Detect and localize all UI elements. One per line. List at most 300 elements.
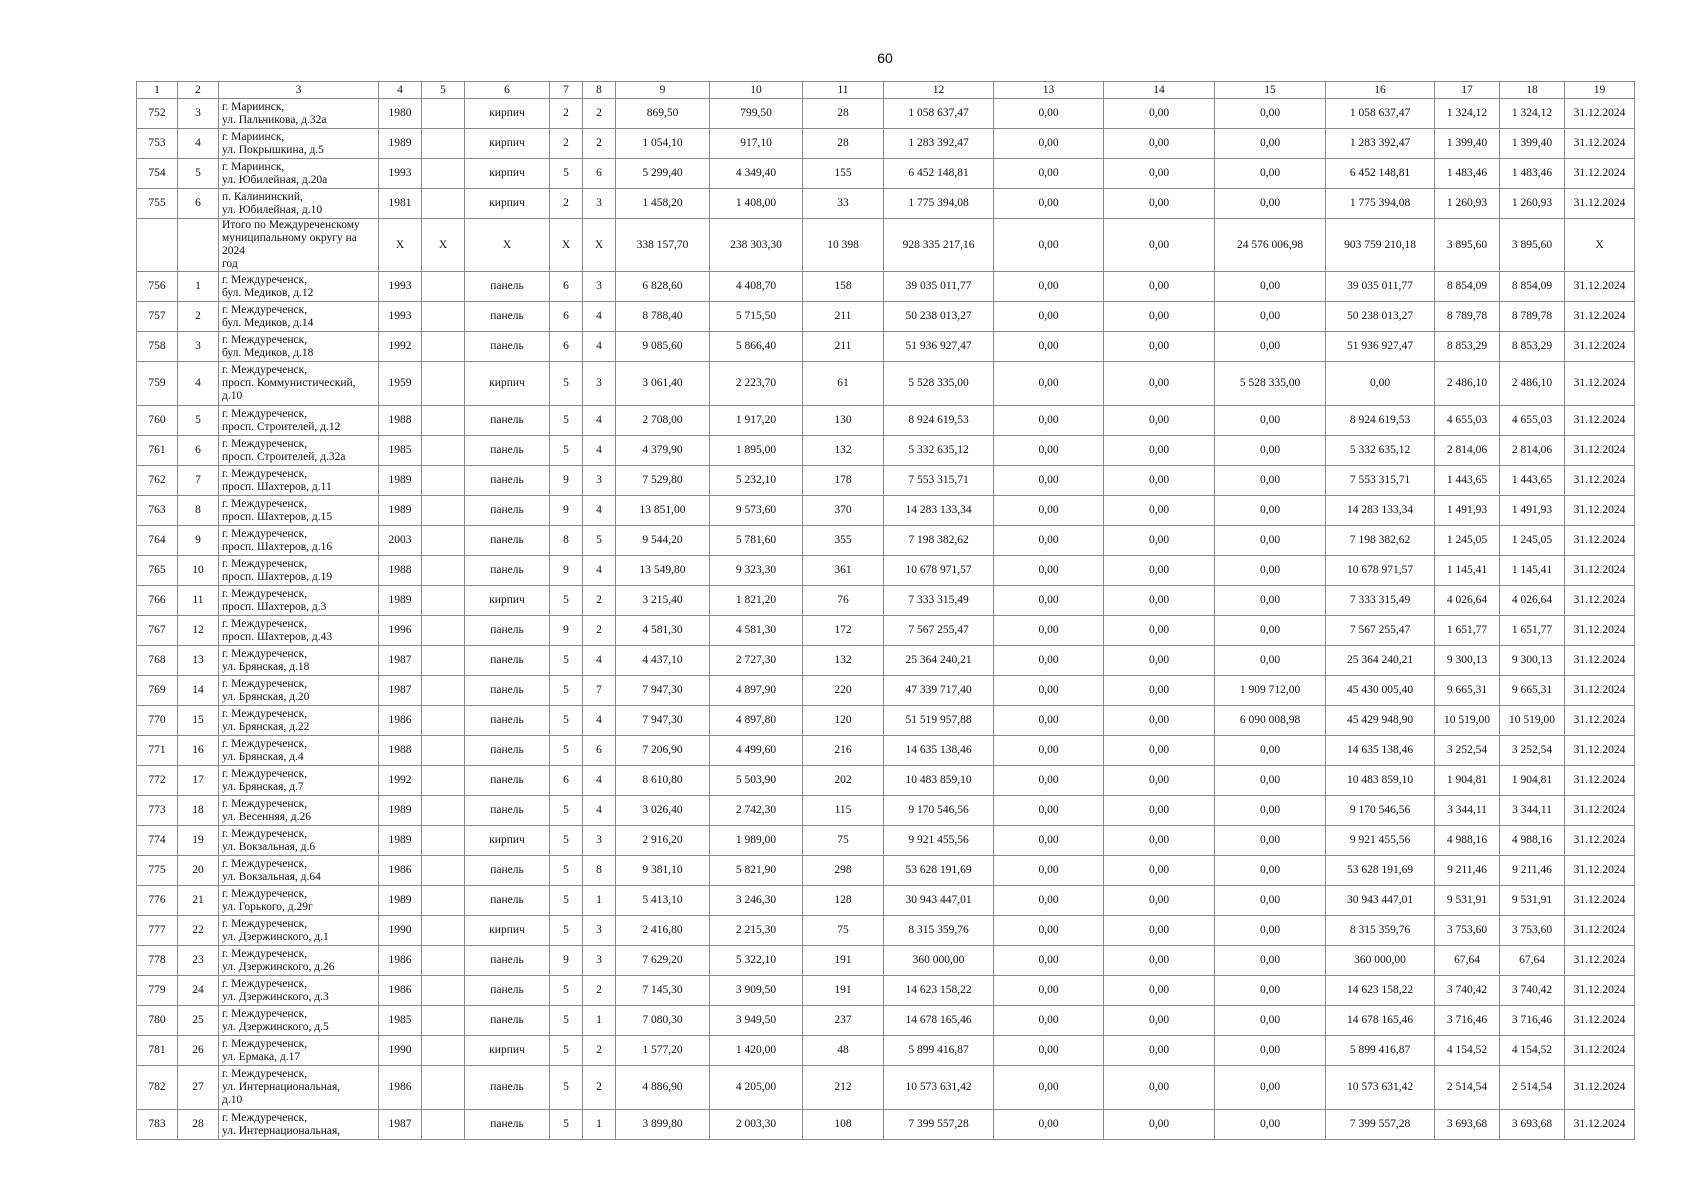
wall-material-cell: панель bbox=[465, 526, 550, 556]
total-cost-cell: 7 553 315,71 bbox=[884, 466, 994, 496]
year-renovated-cell bbox=[422, 1036, 465, 1066]
cost-per-sqm-cell: 1 483,46 bbox=[1435, 159, 1500, 189]
wall-material-cell: панель bbox=[465, 332, 550, 362]
fund-support-cell: 0,00 bbox=[994, 1110, 1104, 1140]
year-built-cell: 1989 bbox=[379, 496, 422, 526]
address-cell: г. Междуреченск, ул. Интернациональная, д.10 bbox=[219, 1066, 379, 1110]
address-cell: г. Междуреченск, ул. Вокзальная, д.64 bbox=[219, 856, 379, 886]
cost-per-sqm-cell: 4 655,03 bbox=[1435, 406, 1500, 436]
entrances-cell: 4 bbox=[583, 332, 616, 362]
floors-cell: 2 bbox=[550, 99, 583, 129]
total-cost-cell: 1 058 637,47 bbox=[884, 99, 994, 129]
year-renovated-cell bbox=[422, 526, 465, 556]
floors-cell: 6 bbox=[550, 766, 583, 796]
owners-funds-cell: 7 333 315,49 bbox=[1326, 586, 1435, 616]
year-built-cell: 1993 bbox=[379, 159, 422, 189]
year-renovated-cell bbox=[422, 466, 465, 496]
row-number-cell: 768 bbox=[137, 646, 178, 676]
budget-subject-cell: 0,00 bbox=[1104, 616, 1215, 646]
column-number-6: 6 bbox=[465, 82, 550, 99]
residents-cell: 28 bbox=[803, 129, 884, 159]
row-number-cell: 757 bbox=[137, 302, 178, 332]
total-cost-cell: 7 198 382,62 bbox=[884, 526, 994, 556]
living-area-cell: 917,10 bbox=[710, 129, 803, 159]
total-cost-cell: 25 364 240,21 bbox=[884, 646, 994, 676]
owners-funds-cell: 25 364 240,21 bbox=[1326, 646, 1435, 676]
year-renovated-cell bbox=[422, 886, 465, 916]
budget-subject-cell: 0,00 bbox=[1104, 886, 1215, 916]
residents-cell: 61 bbox=[803, 362, 884, 406]
residents-cell: 33 bbox=[803, 189, 884, 219]
address-cell: Итого по Междуреченскому муниципальному округу на 2024 год bbox=[219, 219, 379, 272]
row-number-cell: 777 bbox=[137, 916, 178, 946]
year-renovated-cell bbox=[422, 826, 465, 856]
living-area-cell: 1 917,20 bbox=[710, 406, 803, 436]
column-number-12: 12 bbox=[884, 82, 994, 99]
total-area-cell: 4 886,90 bbox=[616, 1066, 710, 1110]
entrances-cell: 4 bbox=[583, 646, 616, 676]
year-renovated-cell bbox=[422, 302, 465, 332]
residents-cell: 211 bbox=[803, 332, 884, 362]
deadline-cell: 31.12.2024 bbox=[1565, 856, 1635, 886]
fund-support-cell: 0,00 bbox=[994, 856, 1104, 886]
deadline-cell: 31.12.2024 bbox=[1565, 99, 1635, 129]
column-number-11: 11 bbox=[803, 82, 884, 99]
max-cost-per-sqm-cell: 8 853,29 bbox=[1500, 332, 1565, 362]
address-cell: г. Междуреченск, ул. Горького, д.29г bbox=[219, 886, 379, 916]
floors-cell: 5 bbox=[550, 1036, 583, 1066]
max-cost-per-sqm-cell: 3 344,11 bbox=[1500, 796, 1565, 826]
fund-support-cell: 0,00 bbox=[994, 946, 1104, 976]
fund-support-cell: 0,00 bbox=[994, 1066, 1104, 1110]
year-built-cell: 1980 bbox=[379, 99, 422, 129]
address-cell: г. Междуреченск, просп. Шахтеров, д.15 bbox=[219, 496, 379, 526]
sub-number-cell: 14 bbox=[178, 676, 219, 706]
residents-cell: 76 bbox=[803, 586, 884, 616]
column-number-17: 17 bbox=[1435, 82, 1500, 99]
floors-cell: 2 bbox=[550, 129, 583, 159]
total-area-cell: 9 381,10 bbox=[616, 856, 710, 886]
total-cost-cell: 1 775 394,08 bbox=[884, 189, 994, 219]
owners-funds-cell: 14 283 133,34 bbox=[1326, 496, 1435, 526]
deadline-cell: 31.12.2024 bbox=[1565, 406, 1635, 436]
fund-support-cell: 0,00 bbox=[994, 676, 1104, 706]
table-row bbox=[137, 766, 1635, 796]
address-cell: г. Междуреченск, ул. Весенняя, д.26 bbox=[219, 796, 379, 826]
total-area-cell: 8 610,80 bbox=[616, 766, 710, 796]
owners-funds-cell: 8 924 619,53 bbox=[1326, 406, 1435, 436]
deadline-cell: 31.12.2024 bbox=[1565, 362, 1635, 406]
deadline-cell: 31.12.2024 bbox=[1565, 826, 1635, 856]
row-number-cell: 771 bbox=[137, 736, 178, 766]
cost-per-sqm-cell: 1 491,93 bbox=[1435, 496, 1500, 526]
entrances-cell: 3 bbox=[583, 946, 616, 976]
address-cell: г. Междуреченск, просп. Шахтеров, д.43 bbox=[219, 616, 379, 646]
cost-per-sqm-cell: 9 300,13 bbox=[1435, 646, 1500, 676]
year-renovated-cell bbox=[422, 189, 465, 219]
fund-support-cell: 0,00 bbox=[994, 302, 1104, 332]
residents-cell: 75 bbox=[803, 916, 884, 946]
address-cell: г. Междуреченск, ул. Вокзальная, д.6 bbox=[219, 826, 379, 856]
cost-per-sqm-cell: 4 026,64 bbox=[1435, 586, 1500, 616]
residents-cell: 355 bbox=[803, 526, 884, 556]
row-number-cell: 775 bbox=[137, 856, 178, 886]
floors-cell: 5 bbox=[550, 676, 583, 706]
wall-material-cell: панель bbox=[465, 1006, 550, 1036]
row-number-cell: 762 bbox=[137, 466, 178, 496]
fund-support-cell: 0,00 bbox=[994, 332, 1104, 362]
wall-material-cell: панель bbox=[465, 272, 550, 302]
budget-subject-cell: 0,00 bbox=[1104, 302, 1215, 332]
wall-material-cell: панель bbox=[465, 302, 550, 332]
table-row bbox=[137, 436, 1635, 466]
total-cost-cell: 5 899 416,87 bbox=[884, 1036, 994, 1066]
cost-per-sqm-cell: 1 260,93 bbox=[1435, 189, 1500, 219]
local-budget-cell: 0,00 bbox=[1215, 1066, 1326, 1110]
local-budget-cell: 24 576 006,98 bbox=[1215, 219, 1326, 272]
year-built-cell: 1989 bbox=[379, 466, 422, 496]
deadline-cell: 31.12.2024 bbox=[1565, 736, 1635, 766]
entrances-cell: 2 bbox=[583, 99, 616, 129]
deadline-cell: 31.12.2024 bbox=[1565, 706, 1635, 736]
fund-support-cell: 0,00 bbox=[994, 159, 1104, 189]
cost-per-sqm-cell: 9 665,31 bbox=[1435, 676, 1500, 706]
sub-number-cell: 1 bbox=[178, 272, 219, 302]
year-renovated-cell bbox=[422, 556, 465, 586]
deadline-cell: 31.12.2024 bbox=[1565, 129, 1635, 159]
wall-material-cell: панель bbox=[465, 556, 550, 586]
column-number-19: 19 bbox=[1565, 82, 1635, 99]
max-cost-per-sqm-cell: 1 145,41 bbox=[1500, 556, 1565, 586]
living-area-cell: 1 408,00 bbox=[710, 189, 803, 219]
cost-per-sqm-cell: 3 693,68 bbox=[1435, 1110, 1500, 1140]
address-cell: г. Мариинск, ул. Покрышкина, д.5 bbox=[219, 129, 379, 159]
table-row bbox=[137, 526, 1635, 556]
total-area-cell: 3 061,40 bbox=[616, 362, 710, 406]
year-built-cell: 1987 bbox=[379, 1110, 422, 1140]
owners-funds-cell: 1 775 394,08 bbox=[1326, 189, 1435, 219]
entrances-cell: 1 bbox=[583, 1006, 616, 1036]
total-cost-cell: 14 623 158,22 bbox=[884, 976, 994, 1006]
budget-subject-cell: 0,00 bbox=[1104, 766, 1215, 796]
total-area-cell: 7 145,30 bbox=[616, 976, 710, 1006]
row-number-cell: 774 bbox=[137, 826, 178, 856]
total-area-cell: 2 708,00 bbox=[616, 406, 710, 436]
max-cost-per-sqm-cell: 4 026,64 bbox=[1500, 586, 1565, 616]
address-cell: г. Междуреченск, ул. Ермака, д.17 bbox=[219, 1036, 379, 1066]
owners-funds-cell: 50 238 013,27 bbox=[1326, 302, 1435, 332]
entrances-cell: 3 bbox=[583, 272, 616, 302]
cost-per-sqm-cell: 1 145,41 bbox=[1435, 556, 1500, 586]
owners-funds-cell: 7 399 557,28 bbox=[1326, 1110, 1435, 1140]
local-budget-cell: 0,00 bbox=[1215, 616, 1326, 646]
deadline-cell: 31.12.2024 bbox=[1565, 526, 1635, 556]
owners-funds-cell: 7 553 315,71 bbox=[1326, 466, 1435, 496]
local-budget-cell: 0,00 bbox=[1215, 586, 1326, 616]
residents-cell: 158 bbox=[803, 272, 884, 302]
year-built-cell: 1986 bbox=[379, 706, 422, 736]
floors-cell: 9 bbox=[550, 946, 583, 976]
total-area-cell: 3 026,40 bbox=[616, 796, 710, 826]
year-built-cell: 1985 bbox=[379, 436, 422, 466]
year-renovated-cell bbox=[422, 916, 465, 946]
max-cost-per-sqm-cell: 9 531,91 bbox=[1500, 886, 1565, 916]
entrances-cell: 2 bbox=[583, 976, 616, 1006]
year-built-cell: 1988 bbox=[379, 406, 422, 436]
floors-cell: 5 bbox=[550, 646, 583, 676]
local-budget-cell: 0,00 bbox=[1215, 129, 1326, 159]
table-row bbox=[137, 706, 1635, 736]
deadline-cell: 31.12.2024 bbox=[1565, 189, 1635, 219]
row-number-cell bbox=[137, 219, 178, 272]
deadline-cell: 31.12.2024 bbox=[1565, 976, 1635, 1006]
owners-funds-cell: 903 759 210,18 bbox=[1326, 219, 1435, 272]
year-renovated-cell bbox=[422, 436, 465, 466]
living-area-cell: 799,50 bbox=[710, 99, 803, 129]
owners-funds-cell: 0,00 bbox=[1326, 362, 1435, 406]
local-budget-cell: 0,00 bbox=[1215, 886, 1326, 916]
year-renovated-cell bbox=[422, 736, 465, 766]
entrances-cell: 4 bbox=[583, 406, 616, 436]
total-area-cell: 4 379,90 bbox=[616, 436, 710, 466]
total-cost-cell: 360 000,00 bbox=[884, 946, 994, 976]
wall-material-cell: кирпич bbox=[465, 99, 550, 129]
year-renovated-cell bbox=[422, 766, 465, 796]
table-row bbox=[137, 556, 1635, 586]
year-built-cell: 1987 bbox=[379, 646, 422, 676]
living-area-cell: 2 215,30 bbox=[710, 916, 803, 946]
entrances-cell: 5 bbox=[583, 526, 616, 556]
floors-cell: 5 bbox=[550, 976, 583, 1006]
cost-per-sqm-cell: 8 853,29 bbox=[1435, 332, 1500, 362]
cost-per-sqm-cell: 3 716,46 bbox=[1435, 1006, 1500, 1036]
year-built-cell: 1989 bbox=[379, 586, 422, 616]
cost-per-sqm-cell: 4 154,52 bbox=[1435, 1036, 1500, 1066]
floors-cell: 5 bbox=[550, 436, 583, 466]
fund-support-cell: 0,00 bbox=[994, 272, 1104, 302]
entrances-cell: 4 bbox=[583, 556, 616, 586]
total-cost-cell: 7 567 255,47 bbox=[884, 616, 994, 646]
budget-subject-cell: 0,00 bbox=[1104, 159, 1215, 189]
living-area-cell: 1 420,00 bbox=[710, 1036, 803, 1066]
row-number-cell: 756 bbox=[137, 272, 178, 302]
fund-support-cell: 0,00 bbox=[994, 406, 1104, 436]
year-renovated-cell bbox=[422, 129, 465, 159]
total-cost-cell: 7 333 315,49 bbox=[884, 586, 994, 616]
table-row bbox=[137, 1006, 1635, 1036]
floors-cell: 6 bbox=[550, 272, 583, 302]
column-number-4: 4 bbox=[379, 82, 422, 99]
living-area-cell: 4 897,80 bbox=[710, 706, 803, 736]
max-cost-per-sqm-cell: 1 491,93 bbox=[1500, 496, 1565, 526]
fund-support-cell: 0,00 bbox=[994, 556, 1104, 586]
year-built-cell: X bbox=[379, 219, 422, 272]
local-budget-cell: 1 909 712,00 bbox=[1215, 676, 1326, 706]
cost-per-sqm-cell: 2 814,06 bbox=[1435, 436, 1500, 466]
sub-number-cell: 3 bbox=[178, 332, 219, 362]
year-built-cell: 1988 bbox=[379, 556, 422, 586]
owners-funds-cell: 45 429 948,90 bbox=[1326, 706, 1435, 736]
residents-cell: 220 bbox=[803, 676, 884, 706]
total-area-cell: 9 085,60 bbox=[616, 332, 710, 362]
row-number-cell: 761 bbox=[137, 436, 178, 466]
cost-per-sqm-cell: 3 344,11 bbox=[1435, 796, 1500, 826]
sub-number-cell: 20 bbox=[178, 856, 219, 886]
living-area-cell: 3 909,50 bbox=[710, 976, 803, 1006]
year-built-cell: 1993 bbox=[379, 272, 422, 302]
local-budget-cell: 0,00 bbox=[1215, 99, 1326, 129]
wall-material-cell: кирпич bbox=[465, 826, 550, 856]
year-built-cell: 1989 bbox=[379, 826, 422, 856]
year-built-cell: 1992 bbox=[379, 332, 422, 362]
max-cost-per-sqm-cell: 1 904,81 bbox=[1500, 766, 1565, 796]
table-row bbox=[137, 129, 1635, 159]
row-number-cell: 754 bbox=[137, 159, 178, 189]
row-number-cell: 778 bbox=[137, 946, 178, 976]
wall-material-cell: кирпич bbox=[465, 129, 550, 159]
living-area-cell: 5 232,10 bbox=[710, 466, 803, 496]
row-number-cell: 767 bbox=[137, 616, 178, 646]
entrances-cell: 3 bbox=[583, 916, 616, 946]
sub-number-cell: 17 bbox=[178, 766, 219, 796]
floors-cell: 5 bbox=[550, 406, 583, 436]
entrances-cell: 1 bbox=[583, 886, 616, 916]
wall-material-cell: панель bbox=[465, 676, 550, 706]
row-number-cell: 773 bbox=[137, 796, 178, 826]
living-area-cell: 9 323,30 bbox=[710, 556, 803, 586]
address-cell: г. Междуреченск, ул. Брянская, д.4 bbox=[219, 736, 379, 766]
total-area-cell: 4 437,10 bbox=[616, 646, 710, 676]
table-row bbox=[137, 676, 1635, 706]
sub-number-cell: 9 bbox=[178, 526, 219, 556]
wall-material-cell: кирпич bbox=[465, 189, 550, 219]
residents-cell: 172 bbox=[803, 616, 884, 646]
floors-cell: 5 bbox=[550, 736, 583, 766]
column-number-15: 15 bbox=[1215, 82, 1326, 99]
fund-support-cell: 0,00 bbox=[994, 826, 1104, 856]
residents-cell: 130 bbox=[803, 406, 884, 436]
living-area-cell: 2 727,30 bbox=[710, 646, 803, 676]
budget-subject-cell: 0,00 bbox=[1104, 272, 1215, 302]
deadline-cell: 31.12.2024 bbox=[1565, 159, 1635, 189]
wall-material-cell: X bbox=[465, 219, 550, 272]
living-area-cell: 5 866,40 bbox=[710, 332, 803, 362]
total-area-cell: 7 947,30 bbox=[616, 706, 710, 736]
local-budget-cell: 0,00 bbox=[1215, 1006, 1326, 1036]
address-cell: г. Мариинск, ул. Юбилейная, д.20а bbox=[219, 159, 379, 189]
deadline-cell: 31.12.2024 bbox=[1565, 556, 1635, 586]
row-number-cell: 753 bbox=[137, 129, 178, 159]
max-cost-per-sqm-cell: 3 716,46 bbox=[1500, 1006, 1565, 1036]
sub-number-cell: 27 bbox=[178, 1066, 219, 1110]
total-area-cell: 2 916,20 bbox=[616, 826, 710, 856]
table-row bbox=[137, 976, 1635, 1006]
local-budget-cell: 0,00 bbox=[1215, 272, 1326, 302]
total-area-cell: 1 054,10 bbox=[616, 129, 710, 159]
owners-funds-cell: 39 035 011,77 bbox=[1326, 272, 1435, 302]
fund-support-cell: 0,00 bbox=[994, 129, 1104, 159]
entrances-cell: 3 bbox=[583, 466, 616, 496]
total-cost-cell: 10 678 971,57 bbox=[884, 556, 994, 586]
table-row bbox=[137, 886, 1635, 916]
local-budget-cell: 0,00 bbox=[1215, 466, 1326, 496]
owners-funds-cell: 10 678 971,57 bbox=[1326, 556, 1435, 586]
owners-funds-cell: 14 623 158,22 bbox=[1326, 976, 1435, 1006]
row-number-cell: 779 bbox=[137, 976, 178, 1006]
total-area-cell: 5 413,10 bbox=[616, 886, 710, 916]
sub-number-cell: 15 bbox=[178, 706, 219, 736]
address-cell: г. Междуреченск, ул. Дзержинского, д.1 bbox=[219, 916, 379, 946]
sub-number-cell: 18 bbox=[178, 796, 219, 826]
row-number-cell: 766 bbox=[137, 586, 178, 616]
max-cost-per-sqm-cell: 4 988,16 bbox=[1500, 826, 1565, 856]
entrances-cell: 6 bbox=[583, 736, 616, 766]
living-area-cell: 4 499,60 bbox=[710, 736, 803, 766]
address-cell: г. Междуреченск, просп. Шахтеров, д.16 bbox=[219, 526, 379, 556]
total-area-cell: 5 299,40 bbox=[616, 159, 710, 189]
floors-cell: 6 bbox=[550, 332, 583, 362]
entrances-cell: 2 bbox=[583, 1066, 616, 1110]
fund-support-cell: 0,00 bbox=[994, 916, 1104, 946]
sub-number-cell: 8 bbox=[178, 496, 219, 526]
table-row bbox=[137, 272, 1635, 302]
total-cost-cell: 10 573 631,42 bbox=[884, 1066, 994, 1110]
local-budget-cell: 0,00 bbox=[1215, 189, 1326, 219]
address-cell: г. Междуреченск, бул. Медиков, д.12 bbox=[219, 272, 379, 302]
total-cost-cell: 7 399 557,28 bbox=[884, 1110, 994, 1140]
total-area-cell: 3 899,80 bbox=[616, 1110, 710, 1140]
cost-per-sqm-cell: 2 514,54 bbox=[1435, 1066, 1500, 1110]
year-renovated-cell bbox=[422, 1066, 465, 1110]
wall-material-cell: панель bbox=[465, 976, 550, 1006]
local-budget-cell: 0,00 bbox=[1215, 1110, 1326, 1140]
local-budget-cell: 0,00 bbox=[1215, 302, 1326, 332]
wall-material-cell: панель bbox=[465, 646, 550, 676]
budget-subject-cell: 0,00 bbox=[1104, 1006, 1215, 1036]
local-budget-cell: 0,00 bbox=[1215, 766, 1326, 796]
owners-funds-cell: 7 567 255,47 bbox=[1326, 616, 1435, 646]
row-number-cell: 759 bbox=[137, 362, 178, 406]
entrances-cell: 2 bbox=[583, 129, 616, 159]
cost-per-sqm-cell: 10 519,00 bbox=[1435, 706, 1500, 736]
fund-support-cell: 0,00 bbox=[994, 706, 1104, 736]
year-renovated-cell bbox=[422, 496, 465, 526]
wall-material-cell: панель bbox=[465, 766, 550, 796]
deadline-cell: 31.12.2024 bbox=[1565, 1006, 1635, 1036]
cost-per-sqm-cell: 2 486,10 bbox=[1435, 362, 1500, 406]
year-built-cell: 1989 bbox=[379, 886, 422, 916]
total-area-cell: 13 549,80 bbox=[616, 556, 710, 586]
year-built-cell: 1981 bbox=[379, 189, 422, 219]
year-built-cell: 1993 bbox=[379, 302, 422, 332]
cost-per-sqm-cell: 8 789,78 bbox=[1435, 302, 1500, 332]
max-cost-per-sqm-cell: 4 154,52 bbox=[1500, 1036, 1565, 1066]
local-budget-cell: 0,00 bbox=[1215, 406, 1326, 436]
living-area-cell: 5 503,90 bbox=[710, 766, 803, 796]
sub-number-cell: 23 bbox=[178, 946, 219, 976]
max-cost-per-sqm-cell: 3 895,60 bbox=[1500, 219, 1565, 272]
address-cell: г. Междуреченск, просп. Строителей, д.12 bbox=[219, 406, 379, 436]
entrances-cell: 4 bbox=[583, 796, 616, 826]
sub-number-cell: 22 bbox=[178, 916, 219, 946]
year-renovated-cell bbox=[422, 706, 465, 736]
table-row bbox=[137, 856, 1635, 886]
floors-cell: 9 bbox=[550, 466, 583, 496]
sub-number-cell: 24 bbox=[178, 976, 219, 1006]
floors-cell: 5 bbox=[550, 886, 583, 916]
wall-material-cell: панель bbox=[465, 436, 550, 466]
total-cost-cell: 30 943 447,01 bbox=[884, 886, 994, 916]
